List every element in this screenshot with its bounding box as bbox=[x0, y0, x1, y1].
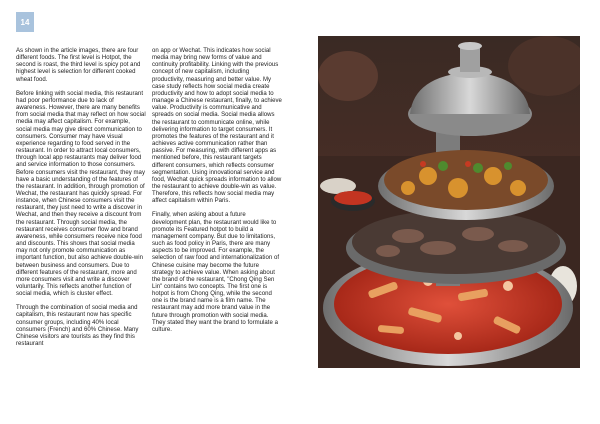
paragraph: Finally, when asking about a future development plan, the restaurant would like to promote its Featured hotpot to build a management company. But due to limitations, such as food policy in Paris, there are many aspects to be improved. For example, the selection of raw food and internationalization of Chinese cuisine may become the future strategy to achieve value. When asking about the brand of the restaurant, "Chong Qing Sen Lin" contains two concepts. The first one is hotpot is from Chong Qing, while the second one is the brand name is a film name. The restaurant may add more brand value in the future through promotion with social media. They stated they want the brand to formulate a culture. bbox=[152, 212, 280, 333]
hotpot-tower-illustration bbox=[318, 36, 580, 368]
page-number: 14 bbox=[16, 12, 34, 32]
paragraph: on app or Wechat. This indicates how social media may bring new forms of value and continuity profitability. Linking with the previous concept of new capitalism, including productivity, measuring and better value. My case study reflects how social media create productivity and how to adopt social media to manage a Chinese restaurant, finally, to achieve value. Productivity is communicative and spreads on social media. Social media allows the restaurant to communicate online, while delivering information to target consumers. It promotes the features of the restaurant and it achieves active communication rather than passive. For measuring, with different apps as mentioned before, this restaurant targets different consumers, which reflects consumer segmentation. Using innovational service and food, Wechat quick spreads information to allow the restaurant to achieve double-win as value. Therefore, this reflects how social media may affect capitalism within Paris. bbox=[152, 48, 282, 205]
paragraph: As shown in the article images, there are four different foods. The first level is Hotpot, the second is roast, the third level is spicy pot and highest level is selection for different cooked wheat food. bbox=[16, 48, 141, 83]
article-right-column bbox=[152, 48, 282, 341]
article-left-column bbox=[16, 48, 146, 355]
hotpot-tower-photo bbox=[318, 36, 580, 368]
paragraph: Before linking with social media, this restaurant had poor performance due to lack of awareness. However, there are many benefits from social media that may reflect on how social media may affect capitalism. For example, social media may give direct communication to consumers. Consumer may have visual experience regarding to food served in the restaurant. In order to attract local consumers, through local app restaurants may deliver food and service information to those consumers. Before consumers visit the restaurant, they may have a basic understanding of the features of the restaurant. In addition, through promotion of Wechat, the restaurant has quickly spread. For instance, when Chinese consumers visit the restaurant, they just need to write a discover in Wechat, and then they receive a discount from the restaurant. Through social media, the restaurant receives consumer flow and brand awareness, while consumers receive nice food and discounts. This shows that social media may not only promote communication as important function, but also achieve double-win between business and consumers. Due to different features of the restaurant, more and more consumers visit and write a discover voluntarily. This reflects another function of social media, which is cluster effect. bbox=[16, 90, 146, 298]
paragraph: Through the combination of social media and capitalism, this restaurant now has specific consumer groups, including 40% local consumers (French) and 60% Chinese. Many Chinese visitors are tourists as they find this restaurant bbox=[16, 305, 139, 348]
